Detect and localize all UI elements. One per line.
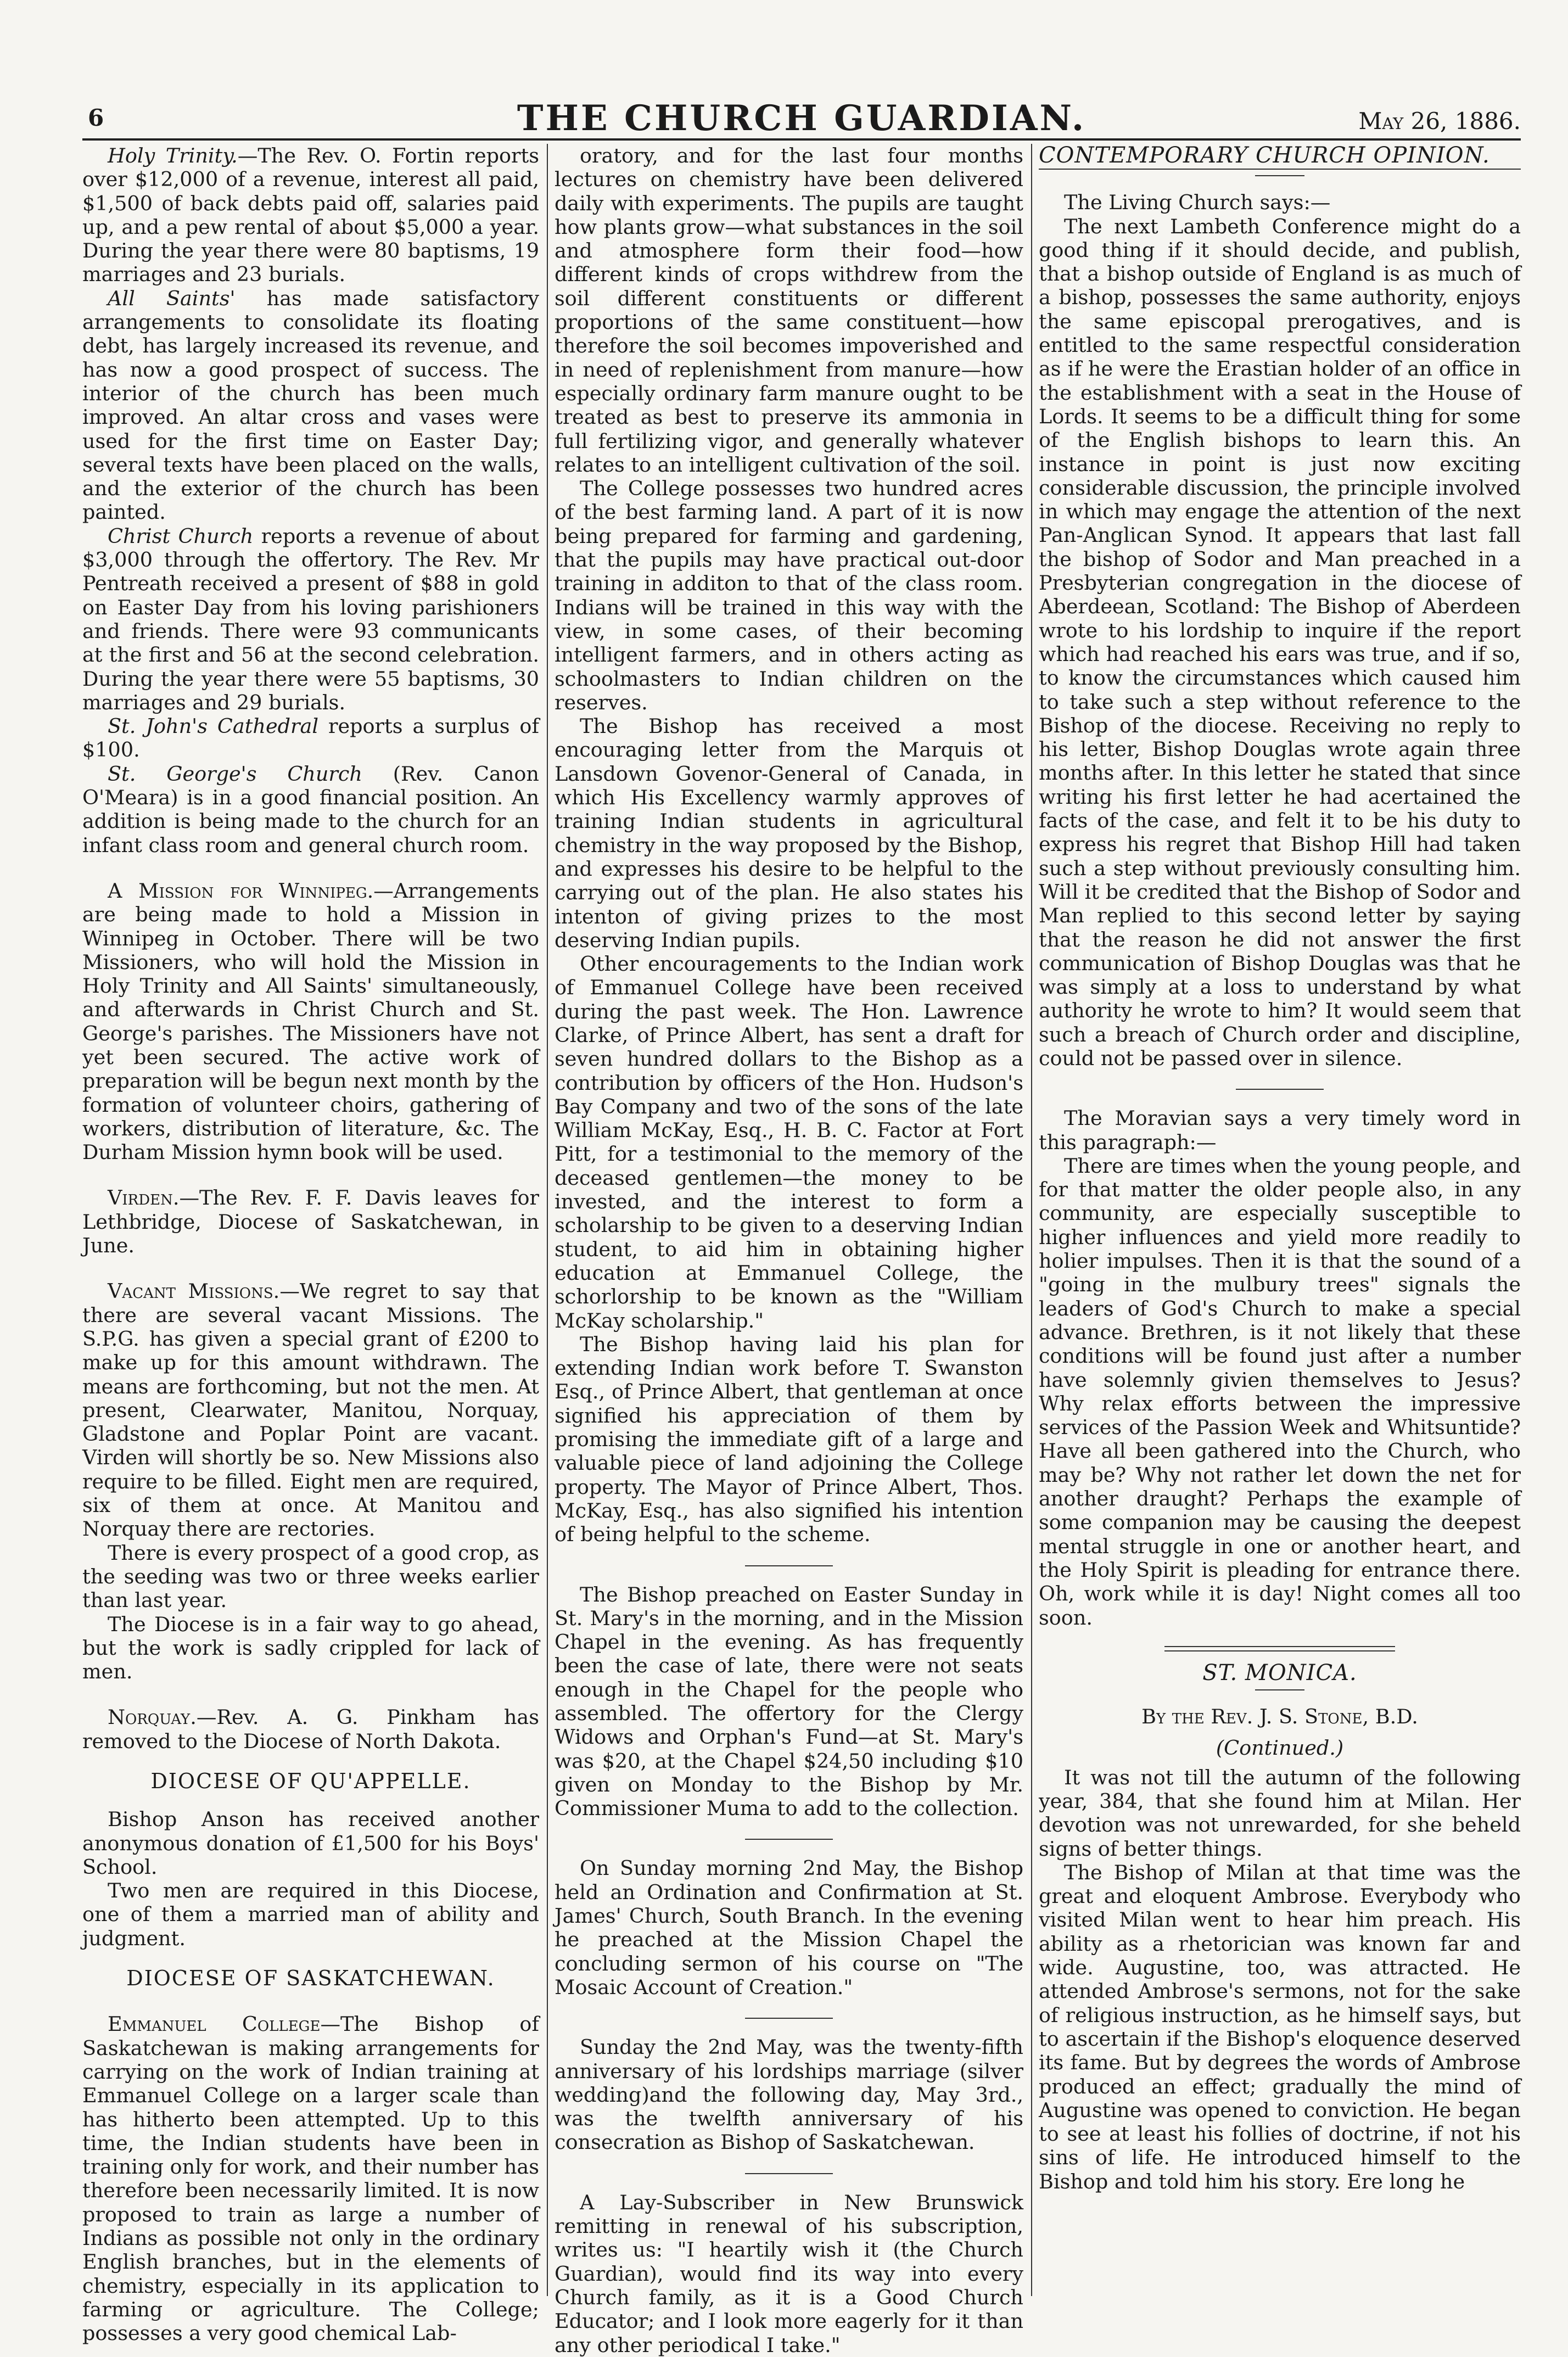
column-divider — [1031, 144, 1032, 2296]
paragraph — [82, 524, 539, 714]
lead-in: St. John's Cathedral — [108, 714, 319, 738]
paragraph — [82, 1807, 539, 1879]
issue-date: May 26, 1886. — [1358, 108, 1521, 135]
paragraph — [555, 1583, 1023, 1821]
newspaper-title: THE CHURCH GUARDIAN. — [517, 98, 1087, 139]
paragraph-text: reports a revenue of about $3,000 through the offertory. The Rev. Mr Pentreath received a present of $88 in gold on Easter Day from his loving parishioners and friends. There were 93 communicants at the first and 56 at the second celebration. During the year there were 55 baptisms, 30 marriages and 29 burials. — [82, 524, 539, 714]
paragraph-text: Sunday the 2nd May, was the twenty-fifth anniversary of his lordships marriage (silver wedding)and the following day, May 3rd., was the twelfth anniversary of his consecration as Bishop of Saskatchewan. — [555, 2035, 1023, 2154]
paragraph — [82, 762, 539, 857]
paragraph — [82, 2012, 539, 2345]
paragraph-text: —The Bishop of Saskatchewan is making arrangements for carrying on the work of Indian training at Emmanuel College on a larger scale than has hitherto been attempted. Up to this time, the Indian students have been in training only for work, and their number has therefore been necessarily limited. It is now proposed to train as large a number of Indians as possible not only in the ordinary English branches, but in the elements of chemistry, especially in its application to farming or agriculture. The College; possesses a very good chemical Lab- — [82, 2012, 539, 2345]
paragraph — [555, 714, 1023, 952]
opinion-block-2 — [1039, 1106, 1521, 1630]
paragraph-text: —Rev. A. G. Pinkham has removed to the Diocese of North Dakota. — [82, 1705, 539, 1753]
rule — [745, 2173, 833, 2174]
paragraph-text: —The Rev. O. Fortin reports over $12,000 of a revenue, interest all paid, $1,500 of back debts paid off, salaries paid up, and a pew rental of about $5,000 a year. During the year there were 80 baptisms, 19 marriages and 23 burials. — [82, 144, 539, 287]
article-title: ST. MONICA. — [1202, 1660, 1357, 1686]
paragraph-text: The College possesses two hundred acres of the best farming land. A part of it is now being prepared for farming and gardening, that the pupils may have practical out-door training in additon to that of the class room. Indians will be trained in this way with the view, in some cases, of their becoming intelligent farmers, and in others acting as schoolmasters to Indian children on the reserves. — [555, 477, 1023, 714]
paragraph — [82, 1186, 539, 1257]
paragraph: The Living Church says:— — [1064, 191, 1331, 215]
paragraph-text: There is every prospect of a good crop, as the seeding was two or three weeks earlier than last year. — [82, 1541, 539, 1613]
paragraph — [82, 144, 539, 287]
lead-in: Norquay. — [108, 1705, 197, 1729]
double-rule — [1164, 1646, 1395, 1651]
paragraph-text: On Sunday morning 2nd May, the Bishop held an Ordination and Confirmation at St. James' Church, South Branch. In the evening he preached at the Mission Chapel the concluding sermon of his course on "The Mosaic Account of Creation." — [555, 1856, 1023, 1999]
paragraph — [82, 1879, 539, 1950]
paragraph: The Moravian says a very timely word in this paragraph:— — [1039, 1106, 1521, 1154]
paragraph-text: The Bishop has received a most encouraging letter from the Marquis ot Lansdown Govenor-General of Canada, in which His Excellency warmly approves of training Indian students in agricultural chemistry in the way proposed by the Bishop, and expresses his desire to be helpful to the carrying out of the plan. He also states his intenton of giving prizes to the most deserving Indian pupils. — [555, 714, 1023, 952]
rule — [1255, 175, 1304, 176]
paragraph-text: The Diocese is in a fair way to go ahead, but the work is sadly crippled for lack of men. — [82, 1612, 539, 1684]
paragraph-text: reports a surplus of $100. — [82, 714, 539, 762]
rule — [1255, 1689, 1304, 1690]
lead-in: Emmanuel College — [108, 2012, 321, 2036]
column-1 — [82, 144, 540, 2345]
section-title: CONTEMPORARY CHURCH OPINION. — [1039, 144, 1521, 170]
lead-in: All Saints' — [108, 286, 236, 310]
paragraph-text: Other encouragements to the Indian work of Emmanuel College have been received during the past week. The Hon. Lawrence Clarke, of Prince Albert, has sent a draft for seven hundred dollars to the Bishop as a contribution by officers of the Hon. Hudson's Bay Company and two of the sons of the late William McKay, Esq., H. B. C. Factor at Fort Pitt, for a testimonial to the memory of the deceased gentlemen—the money to be invested, and the interest to form a scholarship to be given to a deserving Indian student, to aid him in obtaining higher education at Emmanuel College, the schorlorship to be known as the "William McKay scholarship." — [555, 952, 1023, 1333]
paragraph — [82, 1613, 539, 1684]
paragraph — [82, 287, 539, 524]
paragraph-text: The Bishop preached on Easter Sunday in St. Mary's in the morning, and in the Mission Chapel in the evening. As has frequently been the case of late, there were not seats enough in the Chapel for the people who assembled. The offertory for the Clergy Widows and Orphan's Fund—at St. Mary's was $20, at the Chapel $24,50 including $10 given on Monday to the Bishop by Mr. Commissioner Muma to add to the collection. — [555, 1582, 1023, 1821]
paragraph — [555, 952, 1023, 1333]
opinion-block-1 — [1039, 191, 1521, 1070]
paragraph-text: —Arrangements are being made to hold a Mission in Winnipeg in October. There will be two Missioners, who will hold the Mission in Holy Trinity and All Saints' simultaneously, and afterwards in Christ Church and St. George's parishes. The Missioners have not yet been secured. The active work of preparation will be begun next month by the formation of volunteer choirs, gathering of workers, distribution of literature, &c. The Durham Mission hymn book will be used. — [82, 878, 539, 1164]
paragraph — [82, 714, 539, 762]
paragraph — [555, 1333, 1023, 1547]
section-heading: DIOCESE OF SASKATCHEWAN. — [126, 1966, 495, 1991]
paragraph: There are times when the young people, and for that matter the older people also, in any community, are especially susceptible to higher influences and yield more readily to holier impulses. Then it is that the sound of a "going in the mulbury trees" signals the leaders of God's Church to make a special advance. Brethren, is it not likely that these conditions will be found just after a number have solemnly givien themselves to Jesus? Why relax efforts between the impressive services of the Passion Week and Whitsuntide? Have all been gathered into the Church, who may be? Why not rather let down the net for another draught? Perhaps the example of some companion may be causing the deepest mental struggle in one or another heart, and the Holy Spirit is pleading for entrance there. Oh, work while it is day! Night comes all too soon. — [1039, 1154, 1521, 1630]
paragraph-text: —We regret to say that there are several vacant Missions. The S.P.G. has given a special grant of £200 to make up for this amount withdrawn. The means are forthcoming, but not the men. At present, Clearwater, Manitou, Norquay, Gladstone and Poplar Point are vacant. Virden will shortly be so. New Missions also require to be filled. Eight men are required, six of them at once. At Manitou and Norquay there are rectories. — [82, 1279, 540, 1541]
lead-in: St. George's Church — [108, 762, 362, 786]
page-number: 6 — [88, 104, 104, 131]
paragraph-text: Two men are required in this Diocese, one of them a married man of ability and judgment. — [82, 1879, 539, 1950]
paragraph-text: —The Rev. F. F. Davis leaves for Lethbridge, Diocese of Saskatchewan, in June. — [82, 1186, 539, 1258]
lead-in: A Mission for Winnipeg. — [108, 878, 374, 903]
lead-in: Virden. — [108, 1186, 180, 1210]
paragraph — [555, 2191, 1023, 2357]
paragraph — [82, 1279, 539, 1541]
paragraph — [555, 144, 1023, 477]
paragraph-text: Bishop Anson has received another anonymous donation of £1,500 for his Boys' School. — [82, 1807, 539, 1879]
rule — [1236, 1089, 1324, 1090]
article-body — [1039, 1766, 1521, 2193]
paragraph-text: has made satisfactory arrangements to consolidate its floating debt, has largely increased its revenue, and has now a good prospect of success. The interior of the church has been much improved. An altar cross and vases were used for the first time on Easter Day; several texts have been placed on the walls, and the exterior of the church has been painted. — [82, 286, 539, 524]
rule — [745, 1565, 833, 1566]
paragraph-text: The Bishop having laid his plan for extending Indian work before T. Swanston Esq., of Prince Albert, that gentleman at once signified his appreciation of them by promising the immediate gift of a large and valuable piece of land adjoining the College property. The Mayor of Prince Albert, Thos. McKay, Esq., has also signified his intention of being helpful to the scheme. — [555, 1332, 1023, 1547]
continued-note: (Continued.) — [1216, 1736, 1344, 1760]
header-rule — [82, 138, 1521, 141]
paragraph-text: oratory, and for the last four months lectures on chemistry have been delivered daily with experiments. The pupils are taught how plants grow—what substances in the soil and atmosphere form their food—how different kinds of crops withdrew from the soil different constituents or different proportions of the same constituent—how therefore the soil becomes impoverished and in need of replenishment from manure—how especially ordinary farm manure ought to be treated as best to preserve its ammonia in full fertilizing vigor, and generally whatever relates to an intelligent cultivation of the soil. — [555, 144, 1023, 477]
paragraph-text: (Rev. Canon O'Meara) is in a good financial position. An addition is being made to the church for an infant class room and general church room. — [82, 762, 539, 857]
byline: By the Rev. J. S. Stone, B.D. — [1141, 1705, 1418, 1729]
paragraph: It was not till the autumn of the following year, 384, that she found him at Milan. Her devotion was not unrewarded, for she beheld signs of better things. — [1039, 1765, 1521, 1861]
lead-in: Christ Church — [108, 524, 254, 548]
paragraph — [555, 1856, 1023, 1999]
paragraph: The next Lambeth Conference might do a good thing if it should decide, and publish, that a bishop outside of England is as much of a bishop, possesses the same authority, enjoys the same episcopal prerogatives, and is entitled to the same respectful consideration as if he were the Erastian holder of an office in the establishment with a seat in the House of Lords. It seems to be a difficult thing for some of the English bishops to learn this. An instance in point is just now exciting considerable discussion, the principle involved in which may engage the attention of the next Pan-Anglican Synod. It appears that last fall the bishop of Sodor and Man preached in a Presbyterian congregation in the diocese of Aberdeean, Scotland: The Bishop of Aberdeen wrote to his lordship to inquire if the report which had reached his ears was true, and if so, to know the circumstances which caused him to take such a step without reference to the Bishop of the diocese. Receiving no reply to his letter, Bishop Douglas wrote again three months after. In this letter he stated that since writing his first letter he had acertained the facts of the case, and felt it to be his duty to express his regret that Bishop Hill had taken such a step without previously consulting him. Will it be credited that the Bishop of Sodor and Man replied to this second letter by saying that the reason he did not answer the first communication of Bishop Douglas was that he was simply at a loss to understand by what authority he wrote to him? It would seem that such a breach of Church order and discipline, could not be passed over in silence. — [1039, 214, 1521, 1070]
paragraph — [555, 2035, 1023, 2154]
column-2 — [555, 144, 1023, 2357]
section-heading: DIOCESE OF QU'APPELLE. — [150, 1769, 471, 1793]
paragraph — [82, 1541, 539, 1613]
column-3 — [1039, 144, 1521, 2296]
masthead — [82, 94, 1521, 138]
lead-in: Vacant Missions. — [108, 1279, 280, 1303]
column-divider — [547, 144, 548, 2296]
paragraph — [82, 1705, 539, 1753]
paragraph: The Bishop of Milan at that time was the great and eloquent Ambrose. Everybody who visited Milan went to hear him preach. His ability as a rhetorician was known far and wide. Augustine, too, was attracted. He attended Ambrose's sermons, not for the sake of religious instruction, as he himself says, but to ascertain if the Bishop's eloquence deserved its fame. But by degrees the words of Ambrose produced an effect; gradually the mind of Augustine was opened to conviction. He began to see at least his follies of doctrine, if not his sins of life. He introduced himself to the Bishop and told him his story. Ere long he — [1039, 1860, 1521, 2193]
rule — [745, 2018, 833, 2019]
paragraph-text: A Lay-Subscriber in New Brunswick remitting in renewal of his subscription, writes us: "I heartily wish it (the Church Guardian), would find its way into every Church family, as it is a Good Church Educator; and I look more eagerly for it than any other periodical I take." — [555, 2190, 1023, 2357]
rule — [745, 1839, 833, 1840]
paragraph — [555, 477, 1023, 714]
paragraph — [82, 879, 539, 1164]
lead-in: Holy Trinity. — [108, 144, 238, 167]
